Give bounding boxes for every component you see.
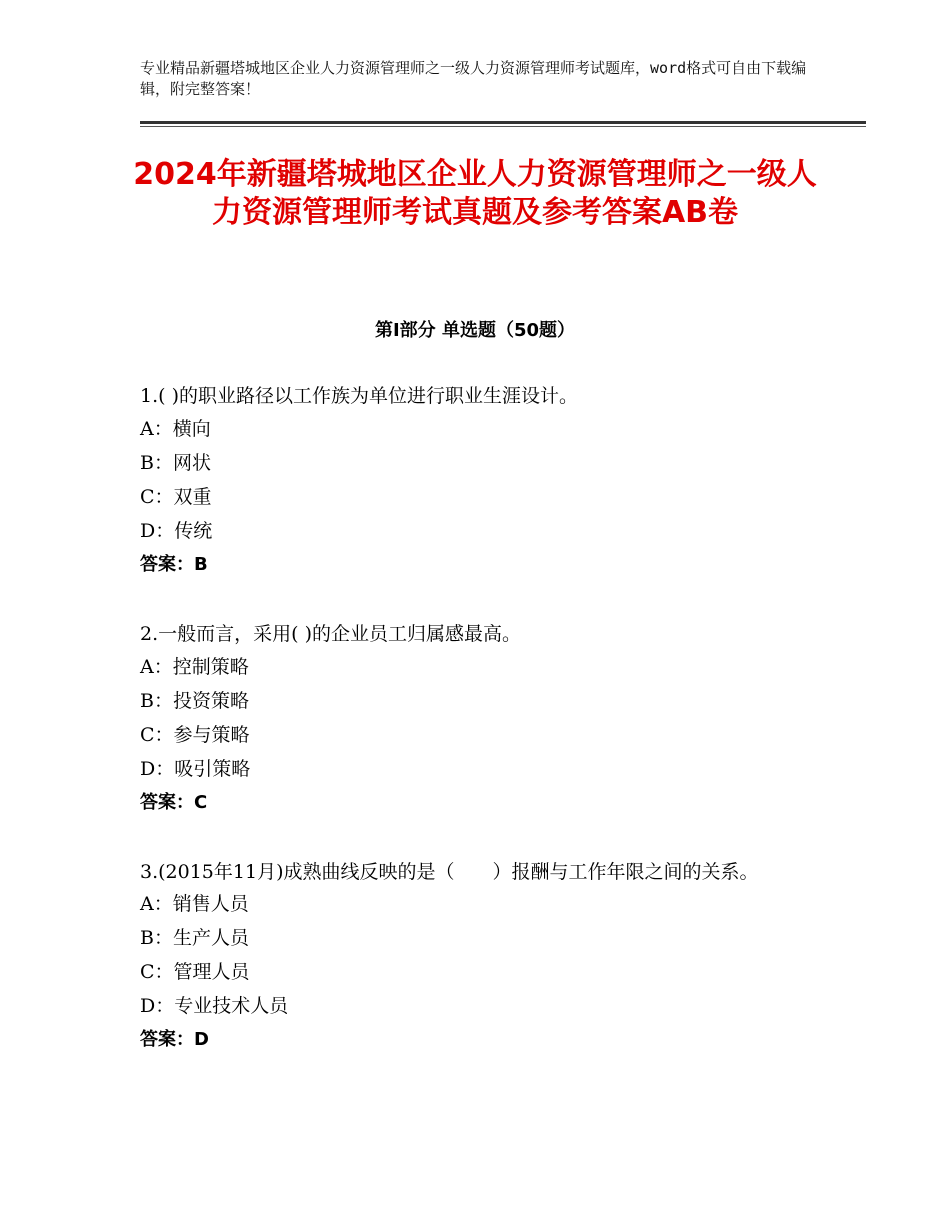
document-title: 2024年新疆塔城地区企业人力资源管理师之一级人力资源管理师考试真题及参考答案AB卷 (133, 157, 817, 230)
option-b: B：网状 (140, 452, 211, 474)
option-b: B：投资策略 (140, 690, 249, 712)
answer: 答案：B (140, 554, 208, 575)
option-c: C：管理人员 (140, 961, 250, 983)
header-rule-thin (140, 126, 866, 127)
option-a: A：横向 (140, 418, 211, 440)
section-title: 第Ⅰ部分 单选题（50题） (374, 320, 575, 341)
question-text: 1.( )的职业路径以工作族为单位进行职业生涯设计。 (140, 385, 578, 407)
option-c: C：双重 (140, 486, 212, 508)
option-a: A：控制策略 (140, 656, 249, 678)
question-3 (140, 858, 830, 1057)
option-d: D：专业技术人员 (140, 995, 289, 1017)
question-1 (140, 382, 830, 582)
question-text: 2.一般而言，采用( )的企业员工归属感最高。 (140, 623, 521, 645)
option-d: D：吸引策略 (140, 758, 251, 780)
answer: 答案：D (140, 1029, 209, 1050)
option-a: A：销售人员 (140, 893, 249, 915)
question-2 (140, 620, 830, 820)
option-c: C：参与策略 (140, 724, 250, 746)
option-d: D：传统 (140, 520, 213, 542)
header-rule-thick (140, 121, 866, 124)
question-text: 3.(2015年11月)成熟曲线反映的是（ ）报酬与工作年限之间的关系。 (140, 861, 759, 883)
answer: 答案：C (140, 792, 208, 813)
option-b: B：生产人员 (140, 927, 249, 949)
header-note: 专业精品新疆塔城地区企业人力资源管理师之一级人力资源管理师考试题库，word格式可自由下载编辑，附完整答案！ (140, 59, 807, 98)
